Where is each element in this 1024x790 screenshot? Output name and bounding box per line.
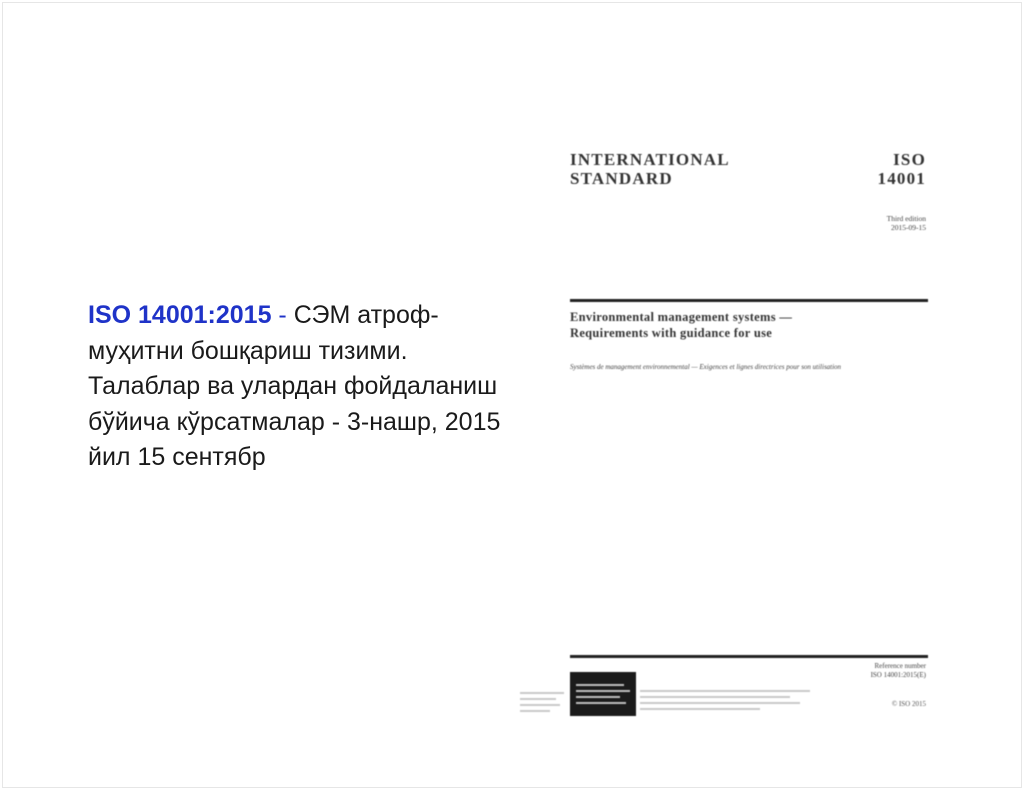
- cover-edition-label: Third edition: [886, 214, 926, 223]
- standard-code: ISO 14001:2015: [88, 301, 272, 329]
- cover-copyright: © ISO 2015: [891, 700, 926, 708]
- cover-reference-number: ISO 14001:2015(E): [870, 671, 926, 679]
- cover-iso-digits: 14001: [877, 169, 926, 188]
- cover-title-english: Environmental management systems — Requirements with guidance for use: [570, 310, 793, 340]
- cover-edition: [887, 214, 926, 232]
- cover-rule-top: [570, 299, 928, 302]
- cover-iso-number: [878, 150, 927, 188]
- cover-iso-label: ISO: [893, 150, 926, 169]
- slide-caption: [88, 298, 508, 476]
- cover-heading-line1: INTERNATIONAL: [570, 150, 730, 169]
- cover-heading-line2: STANDARD: [570, 169, 673, 188]
- cover-title-french: Systèmes de management environnemental — Exigences et lignes directrices pour son utilisation: [570, 363, 842, 371]
- cover-rule-bottom: [570, 655, 928, 658]
- cover-fine-print-right: [640, 686, 820, 714]
- iso-logo-lines: [576, 680, 630, 708]
- cover-fine-print-left: [520, 688, 566, 716]
- cover-edition-date: 2015-09-15: [891, 223, 926, 232]
- iso-cover-image: [520, 140, 940, 730]
- cover-reference: [871, 662, 926, 680]
- caption-text: СЭМ атроф-муҳитни бошқариш тизими. Талаблар ва улардан фойдаланиш бўйича кўрсатмалар - 3-нашр, 2015 йил 15 сентябр: [88, 301, 501, 471]
- cover-reference-label: Reference number: [874, 662, 926, 670]
- caption-dash: -: [271, 301, 287, 329]
- cover-heading: [570, 150, 730, 188]
